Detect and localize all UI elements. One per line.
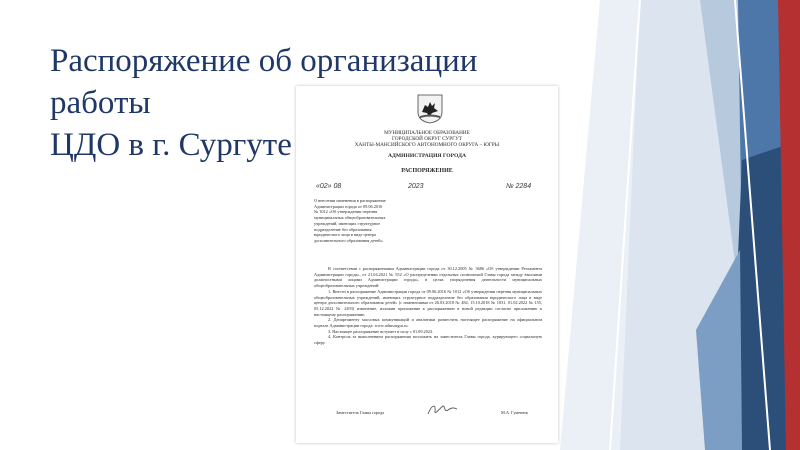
subject-line: юридического лица в виде центра	[314, 232, 376, 238]
handwritten-signature	[426, 402, 460, 418]
subject-line: дополнительного образования детей»	[314, 237, 383, 243]
signature-position: Заместитель Главы города	[336, 410, 385, 415]
body-paragraph: 3. Настоящее распоряжение вступает в силу с 01.09.2023.	[328, 328, 434, 334]
document-scan	[296, 86, 558, 443]
slide-title-line1: Распоряжение об организации работы	[50, 43, 478, 121]
document-body	[314, 266, 542, 346]
document-year: 2023	[408, 183, 424, 190]
subject-line: О внесении изменения в распоряжение	[314, 198, 386, 203]
body-paragraph: В соответствии с распоряжениями Администрации города от 30.12.2005 № 3686 «Об утверждении Регламента Администрации города», от 21.04.2021 № 552 «О распределении отдельных полномочий Главы города между высшими должностными лицами Администрации города», в целях упорядочения деятельности муниципальных общеобразовательных учреждений:	[314, 266, 542, 289]
document-date: «02» 08	[316, 183, 342, 190]
document-subject	[314, 198, 434, 244]
coat-of-arms-icon	[417, 94, 443, 124]
subject-line: муниципальных общеобразовательных	[314, 215, 386, 221]
subject-line: подразделение без образования	[314, 226, 372, 232]
slide-title-line2: ЦДО в г. Сургуте	[50, 127, 292, 163]
header-administration: АДМИНИСТРАЦИЯ ГОРОДА	[388, 153, 466, 159]
signature-name: М.А. Гуменюк	[501, 410, 528, 415]
header-line3: ХАНТЫ-МАНСИЙСКОГО АВТОНОМНОГО ОКРУГА – ЮГРЫ	[354, 142, 500, 148]
body-paragraph: 4. Контроль за выполнением распоряжения возложить на заместителя Главы города, курирующего социальную сферу.	[314, 334, 542, 346]
header-doc-type: РАСПОРЯЖЕНИЕ	[401, 168, 453, 174]
header-line2: ГОРОДСКОЙ ОКРУГ СУРГУТ	[392, 136, 462, 142]
body-paragraph: 2. Департаменту массовых коммуникаций и аналитики разместить настоящее распоряжение на официальном портале Администрации города: www.admsurgut.ru.	[314, 317, 542, 329]
subject-line: Администрации города от 09.06.2016	[314, 203, 383, 209]
body-paragraph: 1. Внести в распоряжение Администрации города от 09.06.2016 № 1012 «Об утверждении перечня муниципальных общеобразовательных учреждений, имеющих структурное подразделение без образования юридического лица в виде центра дополнительного образования детей» (с изменениями от 26.03.2018 № 484, 15.10.2018 № 1831, 01.02.2022 № 155, 05.12.2022 № 2493) изменение, изложив приложение к распоряжению в новой редакции согласно приложению к настоящему распоряжению.	[314, 288, 542, 317]
subject-line: учреждений, имеющих структурное	[314, 220, 381, 226]
header-line1: МУНИЦИПАЛЬНОЕ ОБРАЗОВАНИЕ	[384, 130, 470, 136]
subject-line: № 1012 «Об утверждении перечня	[314, 209, 378, 215]
document-number: № 2284	[506, 183, 532, 190]
